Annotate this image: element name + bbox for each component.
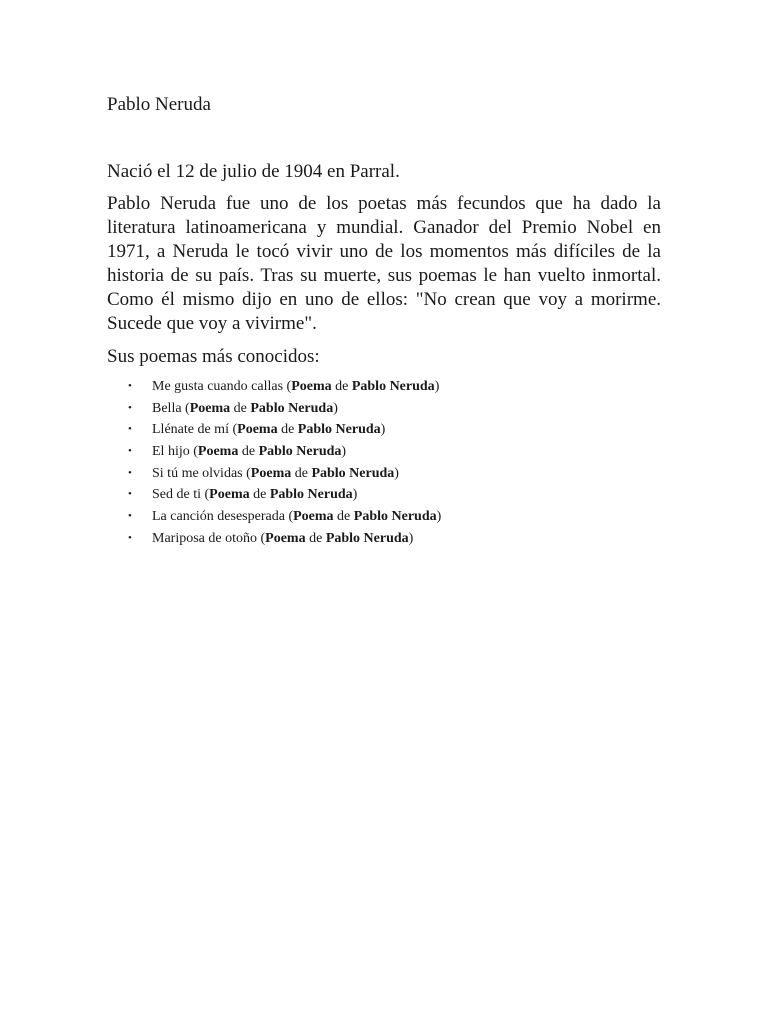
- list-item: • Bella (Poema de Pablo Neruda): [107, 398, 441, 420]
- poem-title: La canción desesperada: [152, 509, 285, 525]
- poem-word: Poema: [209, 487, 250, 503]
- poem-word: Poema: [293, 509, 334, 525]
- connector-word: de: [337, 509, 351, 525]
- bullet-icon: •: [128, 380, 132, 392]
- poem-title: Me gusta cuando callas: [152, 379, 284, 394]
- poem-word: Poema: [189, 400, 231, 416]
- list-item: • Me gusta cuando callas (Poema de Pablo Neruda): [107, 376, 441, 398]
- list-item: • Si tú me olvidas (Poema de Pablo Neruda): [107, 463, 441, 485]
- poem-list: [107, 376, 441, 550]
- bullet-icon: •: [128, 510, 132, 523]
- poem-title: Mariposa de otoño: [152, 530, 257, 546]
- document-title: Pablo Neruda: [107, 94, 211, 115]
- connector-word: de: [281, 422, 295, 438]
- list-item: • La canción desesperada (Poema de Pablo Neruda): [107, 506, 441, 528]
- author-name: Pablo Neruda: [269, 487, 353, 503]
- birth-line: Nació el 12 de julio de 1904 en Parral.: [107, 161, 400, 182]
- list-item: • El hijo (Poema de Pablo Neruda): [107, 441, 441, 463]
- connector-word: de: [241, 444, 256, 460]
- list-item: • Mariposa de otoño (Poema de Pablo Neruda): [107, 528, 441, 550]
- author-name: Pablo Neruda: [351, 379, 435, 394]
- poem-title: Llénate de mí: [152, 422, 229, 438]
- author-name: Pablo Neruda: [311, 465, 395, 481]
- bullet-icon: •: [128, 488, 132, 501]
- author-name: Pablo Neruda: [250, 400, 334, 416]
- list-item: • Llénate de mí (Poema de Pablo Neruda): [107, 419, 441, 441]
- connector-word: de: [294, 465, 308, 481]
- poem-word: Poema: [291, 379, 332, 394]
- list-item: • Sed de ti (Poema de Pablo Neruda): [107, 484, 441, 506]
- bullet-icon: •: [128, 401, 132, 414]
- poem-title: Bella: [152, 400, 182, 416]
- connector-word: de: [335, 379, 349, 394]
- poem-word: Poema: [265, 530, 306, 546]
- bullet-icon: •: [128, 531, 132, 544]
- author-name: Pablo Neruda: [325, 530, 409, 546]
- poem-word: Poema: [197, 444, 239, 460]
- bullet-icon: •: [128, 445, 132, 458]
- poem-word: Poema: [237, 422, 278, 438]
- bullet-icon: •: [128, 423, 132, 436]
- bullet-icon: •: [128, 466, 132, 479]
- connector-word: de: [309, 530, 323, 546]
- connector-word: de: [233, 400, 247, 416]
- biography-paragraph: Pablo Neruda fue uno de los poetas más fecundos que ha dado la literatura latinoamericana y mundial. Ganador del Premio Nobel en 1971, a Neruda le tocó vivir uno de los momentos más difíciles de la historia de su país. Tras su muerte, sus poemas le han vuelto inmortal. Como él mismo dijo en uno de ellos: "No crean que voy a morirme. Sucede que voy a vivirme".: [107, 193, 661, 334]
- poem-title: Sed de ti: [152, 487, 201, 503]
- author-name: Pablo Neruda: [297, 422, 381, 438]
- author-name: Pablo Neruda: [258, 444, 342, 460]
- poem-word: Poema: [250, 465, 292, 481]
- poems-heading: Sus poemas más conocidos:: [107, 346, 320, 367]
- author-name: Pablo Neruda: [353, 509, 437, 525]
- poem-title: Si tú me olvidas: [152, 465, 243, 481]
- poem-title: El hijo: [152, 444, 190, 460]
- connector-word: de: [253, 487, 267, 503]
